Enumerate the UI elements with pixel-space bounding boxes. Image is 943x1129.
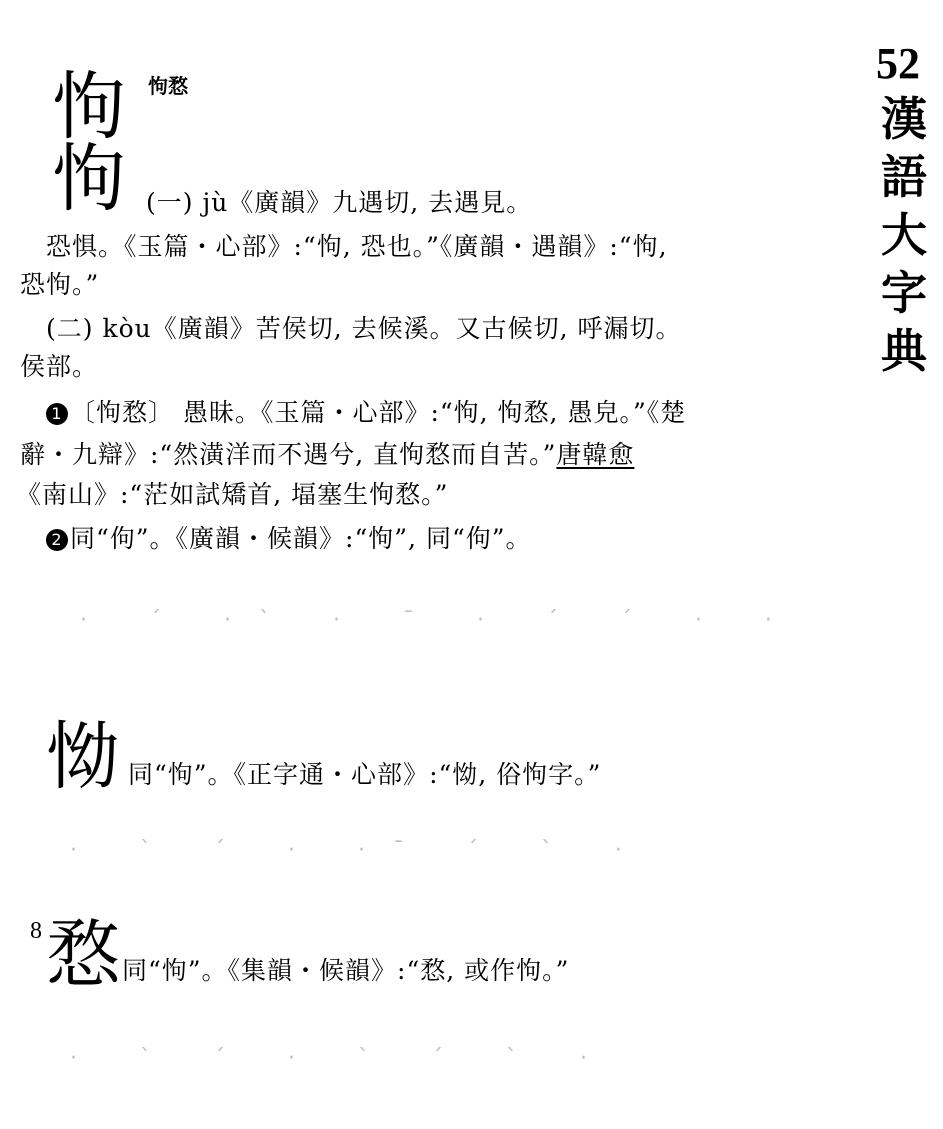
title-char: 典 bbox=[881, 324, 927, 378]
title-char: 語 bbox=[881, 150, 927, 204]
entry1-def1-line1 bbox=[46, 396, 686, 430]
entry1-def1-line3: 《南山》:“茫如試矯首, 堛塞生怐愗。” bbox=[16, 480, 449, 509]
title-char: 字 bbox=[881, 266, 927, 320]
entry1-sense1-def-line1: 恐惧。《玉篇・心部》:“怐, 恐也。”《廣韻・遇韻》:“怐, bbox=[46, 232, 668, 261]
entry1-head-char: 怐 bbox=[52, 136, 126, 222]
entry1-variant: 怐愗 bbox=[148, 74, 188, 98]
entry1-sense2-intro: (二) kòu《廣韻》苦侯切, 去候溪。又古候切, 呼漏切。 bbox=[46, 314, 682, 343]
entry1-sense1-intro: (一) jù《廣韻》九遇切, 去遇見。 bbox=[146, 188, 533, 217]
entry1-sense1-def-line2: 恐怐。” bbox=[20, 270, 100, 299]
entry3-def: 同“怐”。《集韻・候韻》:“愗, 或作怐。” bbox=[122, 956, 570, 985]
entry1-sense2-intro-line2: 侯部。 bbox=[20, 352, 99, 381]
entry1-def2-line bbox=[46, 522, 532, 556]
scan-speckle: · ˋ ˊ · ·ˉ ˊ ˋ · bbox=[70, 838, 650, 863]
entry1-def1-line2 bbox=[20, 438, 634, 472]
title-char: 大 bbox=[881, 208, 927, 262]
title-char: 漢 bbox=[881, 92, 927, 146]
def1-text: 〔怐愗〕 愚昧。《玉篇・心部》:“怐, 怐愗, 愚皃。”《楚 bbox=[70, 398, 687, 427]
page-number: 52 bbox=[876, 39, 920, 88]
def1-line2-text: 辭・九辯》:“然潢洋而不遇兮, 直怐愗而自苦。” bbox=[20, 440, 557, 469]
definition-marker-1: 1 bbox=[46, 403, 68, 425]
definition-marker-2: 2 bbox=[46, 529, 68, 551]
entry3-head-char: 愗 bbox=[46, 912, 120, 998]
scan-speckle: · ˋ ˊ · ˋ ˊ ˋ · bbox=[70, 1046, 615, 1071]
author-name: 唐韓愈 bbox=[556, 440, 635, 469]
def2-text: 同“佝”。《廣韻・候韻》:“怐”, 同“佝”。 bbox=[70, 524, 532, 553]
entry2-head-char: 怮 bbox=[46, 714, 120, 800]
dictionary-title bbox=[874, 90, 934, 380]
entry1-head-char-small: 怐 bbox=[52, 64, 126, 150]
entry2-def: 同“怐”。《正字通・心部》:“怮, 俗怐字。” bbox=[128, 760, 602, 789]
stroke-count: 8 bbox=[30, 918, 42, 944]
scan-speckle: · ˊ ·ˋ · ˉ · ˊ ˊ · · bbox=[80, 608, 800, 633]
